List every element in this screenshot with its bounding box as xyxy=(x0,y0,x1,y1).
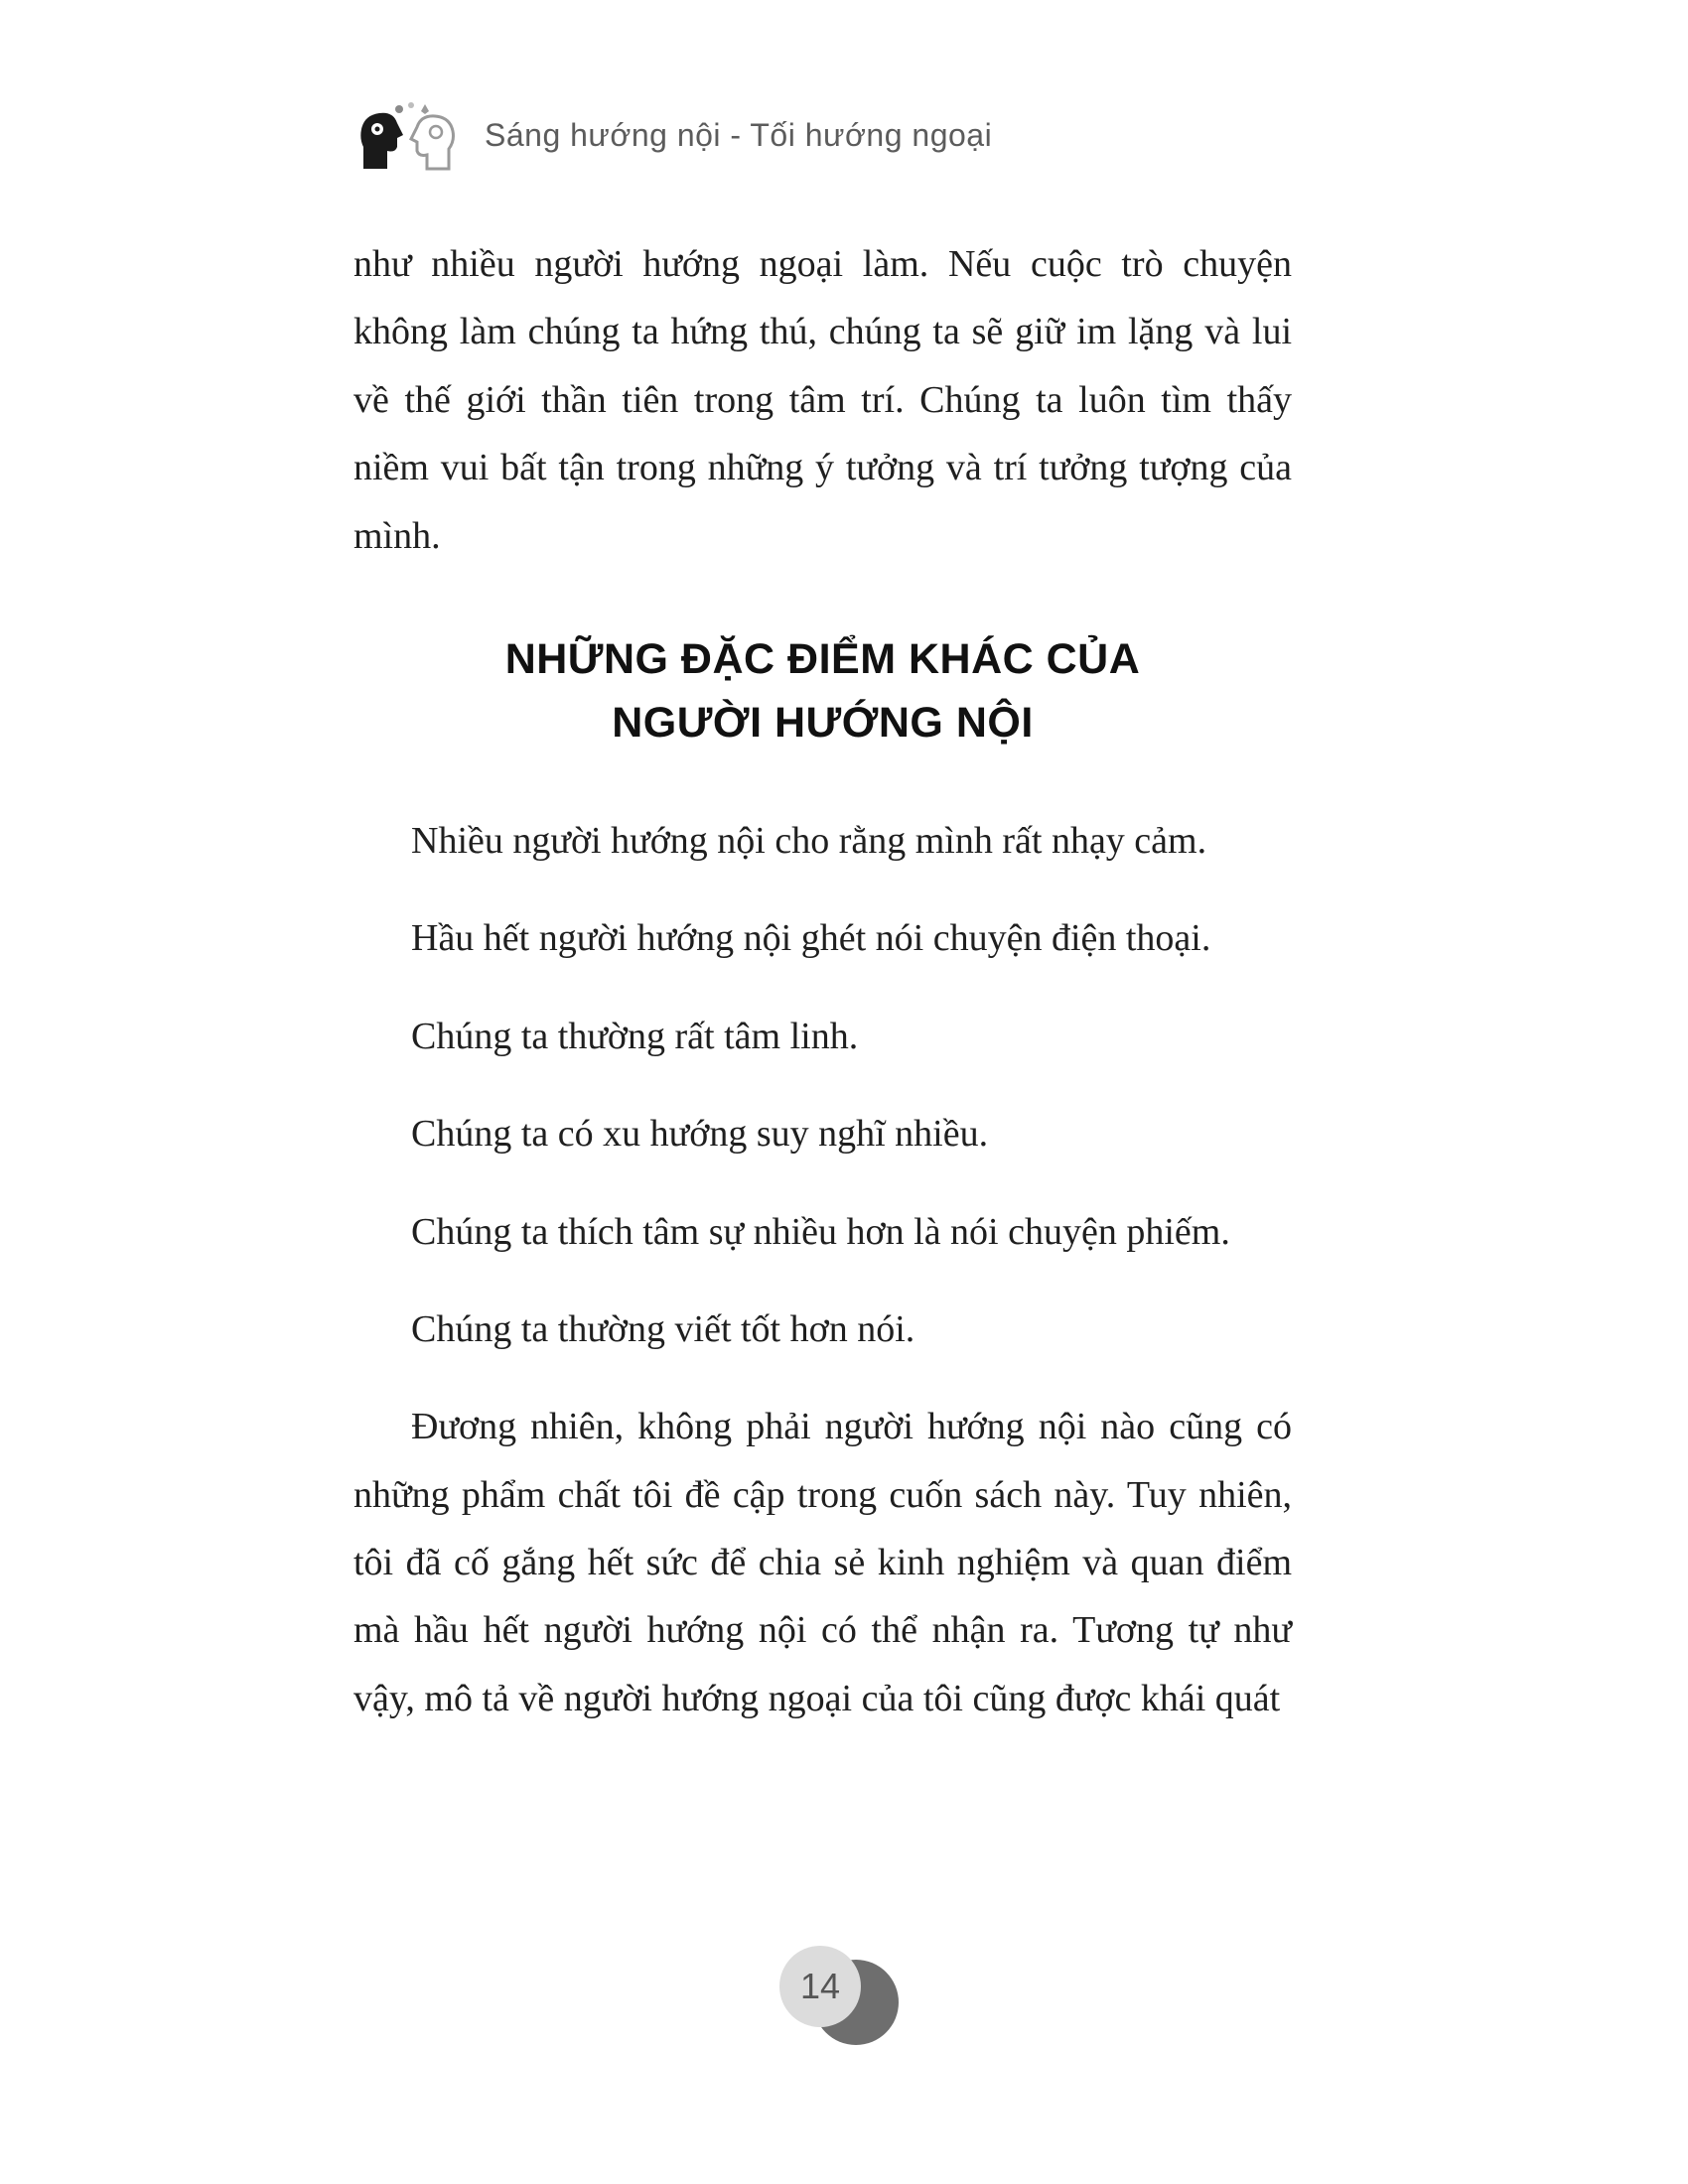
section-heading-line2: NGƯỜI HƯỚNG NỘI xyxy=(612,699,1034,748)
paragraph: Chúng ta thường rất tâm linh. xyxy=(411,1015,859,1057)
page-footer xyxy=(0,1946,1688,2055)
paragraph: Chúng ta thường viết tốt hơn nói. xyxy=(411,1307,915,1350)
paragraph: Chúng ta thích tâm sự nhiều hơn là nói chuyện phiếm. xyxy=(411,1210,1230,1253)
two-heads-icon xyxy=(353,99,463,177)
paragraph: Nhiều người hướng nội cho rằng mình rất nhạy cảm. xyxy=(411,819,1207,862)
paragraph: Chúng ta có xu hướng suy nghĩ nhiều. xyxy=(411,1113,989,1156)
section-heading-line1: NHỮNG ĐẶC ĐIỂM KHÁC CỦA xyxy=(504,634,1141,683)
running-head-title: Sáng hướng nội - Tối hướng ngoại xyxy=(485,116,993,153)
section-heading xyxy=(353,627,1292,755)
paragraph: Đương nhiên, không phải người hướng nội nào cũng có những phẩm chất tôi đề cập trong cuốn sách này. Tuy nhiên, tôi đã cố gắng hết sức để chia sẻ kinh nghiệm và quan điểm mà hầu hết người hướng nội có thể nhận ra. Tương tự như vậy, mô tả về người hướng ngoại của tôi cũng được khái quát xyxy=(353,1406,1292,1719)
page-content xyxy=(353,230,1292,1762)
page-number-circle xyxy=(779,1946,861,2027)
page-number-badge xyxy=(770,1946,918,2055)
paragraph: Hầu hết người hướng nội ghét nói chuyện điện thoại. xyxy=(411,917,1211,960)
paragraph-continuation: như nhiều người hướng ngoại làm. Nếu cuộc trò chuyện không làm chúng ta hứng thú, chúng ta sẽ giữ im lặng và lui về thế giới thần tiên trong tâm trí. Chúng ta luôn tìm thấy niềm vui bất tận trong những ý tưởng và trí tưởng tượng của mình. xyxy=(353,243,1292,557)
page-number: 14 xyxy=(799,1966,841,2006)
page-header xyxy=(353,99,1292,177)
